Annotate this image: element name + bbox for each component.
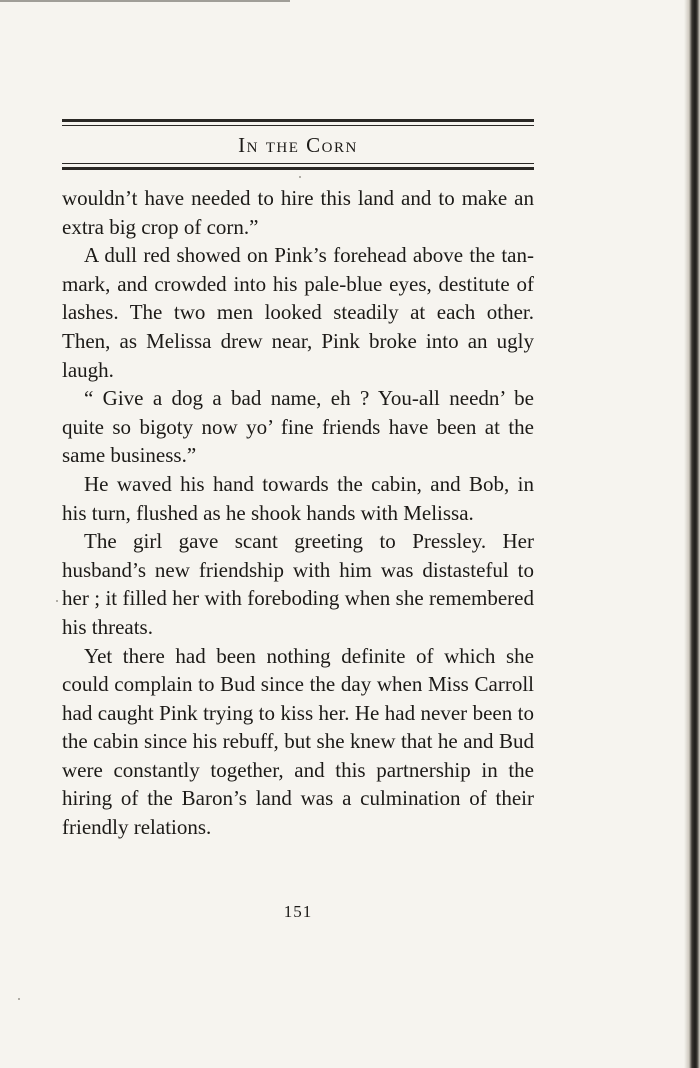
paragraph: He waved his hand towards the cabin, and Bob, in his turn, flushed as he shook hands with Melissa. <box>62 471 534 525</box>
header-rule-bottom-thin <box>62 163 534 164</box>
running-head: In the Corn <box>238 133 358 157</box>
header-rule-bottom-thick <box>62 167 534 170</box>
paper-speck <box>56 600 58 602</box>
paper-speck <box>18 998 20 1000</box>
paragraph: The girl gave scant greeting to Pressley. Her husband’s new friendship with him was distasteful to her ; it filled her with foreboding when she remembered his threats. <box>62 529 534 639</box>
book-binding-edge <box>684 0 700 1068</box>
body-text <box>62 184 534 842</box>
header-rule-top-thin <box>62 125 534 126</box>
paragraph: Yet there had been nothing definite of which she could complain to Bud since the day when Miss Carroll had caught Pink trying to kiss her. He had never been to the cabin since his rebuff, but she knew that he and Bud were constantly together, and this partnership in the hiring of the Baron’s land was a culmination of their friendly relations. <box>62 643 534 840</box>
paragraph: “ Give a dog a bad name, eh ? You-all needn’ be quite so bigoty now yo’ fine friends have been at the same business.” <box>62 386 534 468</box>
paper-speck <box>299 176 301 178</box>
paragraph-continued: wouldn’t have needed to hire this land and to make an extra big crop of corn.” <box>62 186 534 239</box>
paragraph: A dull red showed on Pink’s forehead above the tan-mark, and crowded into his pale-blue eyes, destitute of lashes. The two men looked steadily at each other. Then, as Melissa drew near, Pink broke into an ugly laugh. <box>62 243 534 382</box>
page-top-edge <box>0 0 290 6</box>
header-rule-top-thick <box>62 119 534 122</box>
page-number: 151 <box>283 902 313 921</box>
